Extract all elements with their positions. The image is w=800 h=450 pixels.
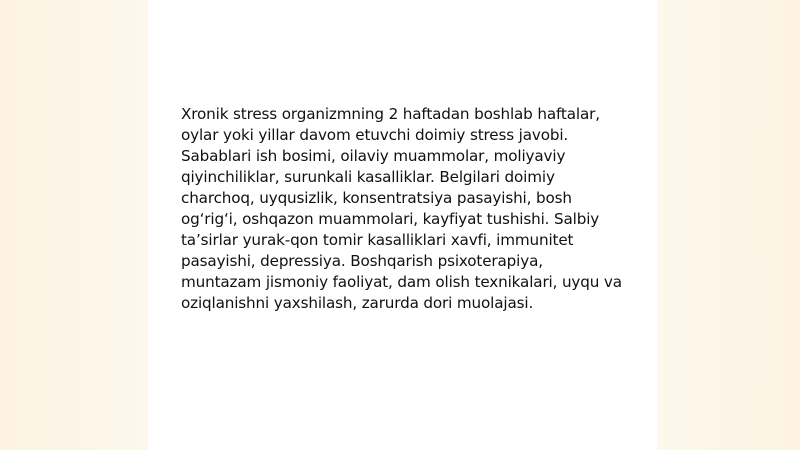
body-paragraph: Xronik stress organizmning 2 haftadan boshlab haftalar, oylar yoki yillar davom etuvchi doimiy stress javobi. Sabablari ish bosimi, oilaviy muammolar, moliyaviy qiyinchiliklar, surunkali kasalliklar. Belgilari doimiy charchoq, uyqusizlik, konsentratsiya pasayishi, bosh og‘rig‘i, oshqazon muammolari, kayfiyat tushishi. Salbiy ta’sirlar yurak-qon tomir kasalliklari xavfi, immunitet pasayishi, depressiya. Boshqarish psixoterapiya, muntazam jismoniy faoliyat, dam olish texnikalari, uyqu va oziqlanishni yaxshilash, zarurda dori muolajasi.: [181, 105, 622, 312]
right-margin: [657, 0, 800, 450]
left-margin: [0, 0, 148, 450]
document-page: [148, 0, 657, 450]
